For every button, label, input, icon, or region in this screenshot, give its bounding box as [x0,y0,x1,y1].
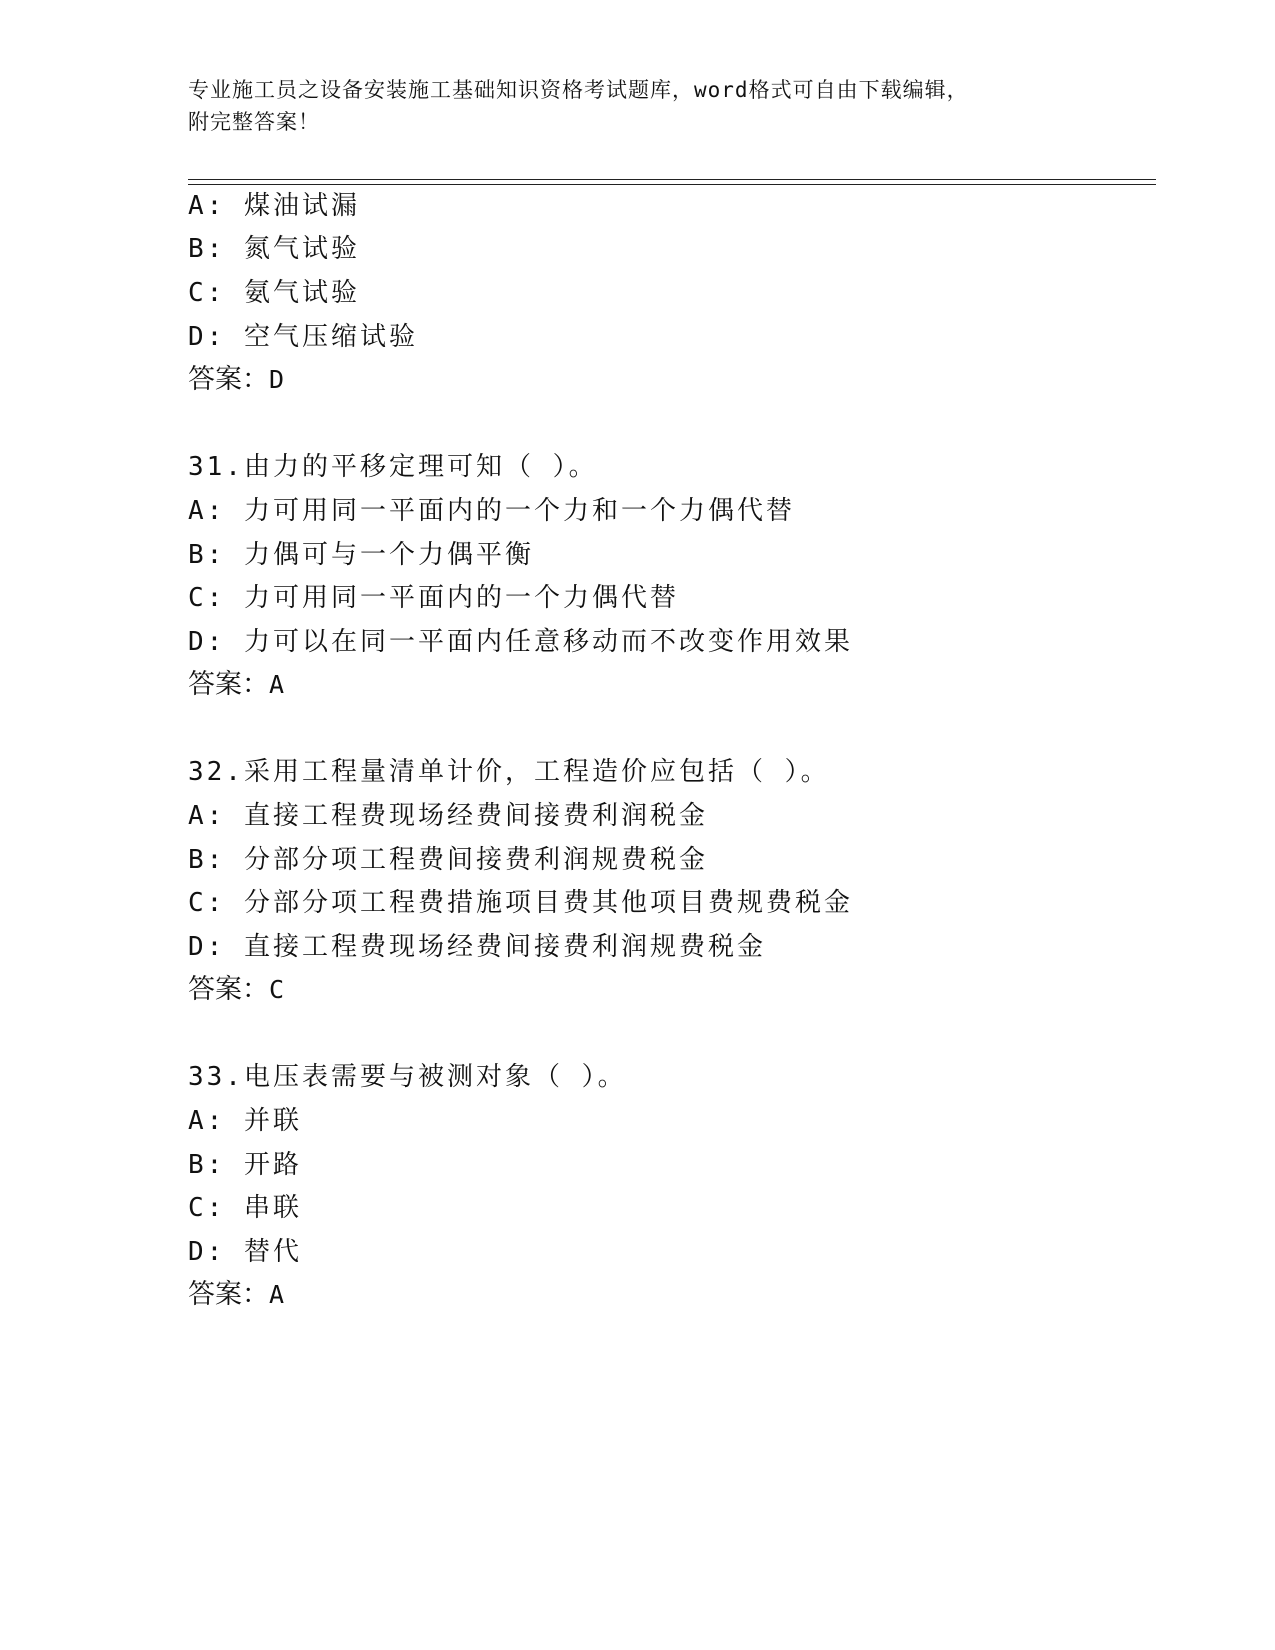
q32-option-d: D: 直接工程费现场经费间接费利润规费税金 [188,932,766,962]
q33-question: 33.电压表需要与被测对象（ ）。 [188,1062,627,1092]
q33-option-a: A: 并联 [188,1106,302,1136]
q32-answer-value: C [269,975,285,1004]
q33-option-c: C: 串联 [188,1193,302,1223]
q32-option-c: C: 分部分项工程费措施项目费其他项目费规费税金 [188,888,853,918]
document-header [188,74,1088,138]
q30-option-a: A: 煤油试漏 [188,191,360,221]
q31-answer-label: 答案： [188,669,269,700]
q30-answer [188,363,284,397]
q33-option-b: B: 开路 [188,1150,302,1180]
q31-answer [188,668,284,702]
header-divider-top [188,179,1156,180]
q32-option-b: B: 分部分项工程费间接费利润规费税金 [188,845,708,875]
q30-option-d: D: 空气压缩试验 [188,322,418,352]
q31-option-b: B: 力偶可与一个力偶平衡 [188,540,534,570]
q32-question: 32.采用工程量清单计价，工程造价应包括（ ）。 [188,757,830,787]
header-divider-bottom [188,184,1156,185]
q32-answer-label: 答案： [188,974,269,1005]
q31-option-c: C: 力可用同一平面内的一个力偶代替 [188,583,679,613]
q30-option-b: B: 氮气试验 [188,234,360,264]
q32-answer [188,973,284,1007]
q31-option-d: D: 力可以在同一平面内任意移动而不改变作用效果 [188,627,853,657]
q33-option-d: D: 替代 [188,1237,302,1267]
q33-answer-label: 答案： [188,1279,269,1310]
q31-question: 31.由力的平移定理可知（ ）。 [188,452,598,482]
header-line-1: 专业施工员之设备安装施工基础知识资格考试题库，word格式可自由下载编辑， [188,78,969,102]
q30-option-c: C: 氨气试验 [188,278,360,308]
q30-answer-value: D [269,365,285,394]
q33-answer [188,1278,284,1312]
q31-answer-value: A [269,670,285,699]
header-line-2: 附完整答案！ [188,110,320,134]
q30-answer-label: 答案： [188,364,269,395]
q33-answer-value: A [269,1280,285,1309]
q32-option-a: A: 直接工程费现场经费间接费利润税金 [188,801,708,831]
q31-option-a: A: 力可用同一平面内的一个力和一个力偶代替 [188,496,795,526]
